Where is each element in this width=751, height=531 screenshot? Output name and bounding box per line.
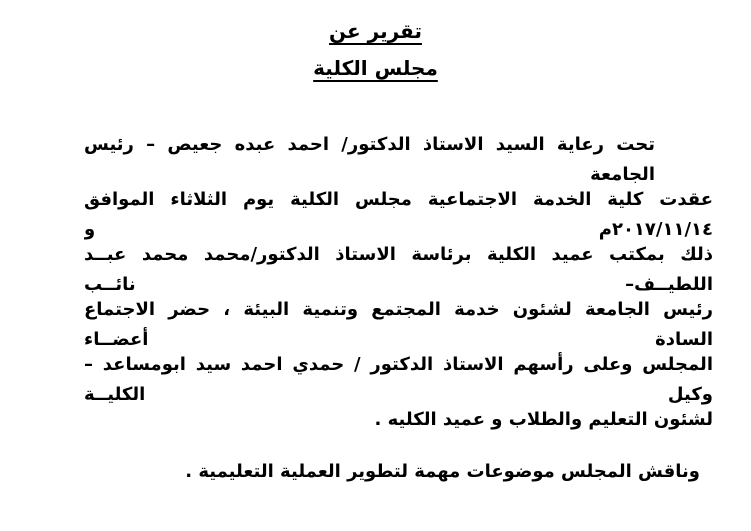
report-line-2: عقدت كلية الخدمة الاجتماعية مجلس الكلية يوم الثلاثاء الموافق ٢٠١٧/١١/١٤م و	[84, 189, 713, 240]
report-line-3: ذلك بمكتب عميد الكلية برئاسة الاستاذ الدكتور/محمد محمد عبــد اللطيــف– نائــب	[84, 244, 713, 295]
report-line-1: تحت رعاية السيد الاستاذ الدكتور/ احمد عبده جعيص – رئيس الجامعة	[84, 134, 655, 185]
report-line-4: رئيس الجامعة لشئون خدمة المجتمع وتنمية البيئة ، حضر الاجتماع السادة أعضــاء	[84, 299, 713, 350]
report-line-5: المجلس وعلى رأسهم الاستاذ الدكتور / حمدي احمد سيد ابومساعد – وكيل الكليــة	[84, 354, 713, 405]
report-line-6: لشئون التعليم والطلاب و عميد الكليه .	[374, 409, 713, 430]
report-title-line-1	[0, 16, 751, 46]
report-line-7: وناقش المجلس موضوعات مهمة لتطوير العملية التعليمية .	[185, 461, 700, 482]
report-title-text-2: مجلس الكلية	[313, 56, 438, 80]
report-title-line-2	[0, 53, 751, 83]
report-title-text-1: تقرير عن	[329, 19, 422, 43]
